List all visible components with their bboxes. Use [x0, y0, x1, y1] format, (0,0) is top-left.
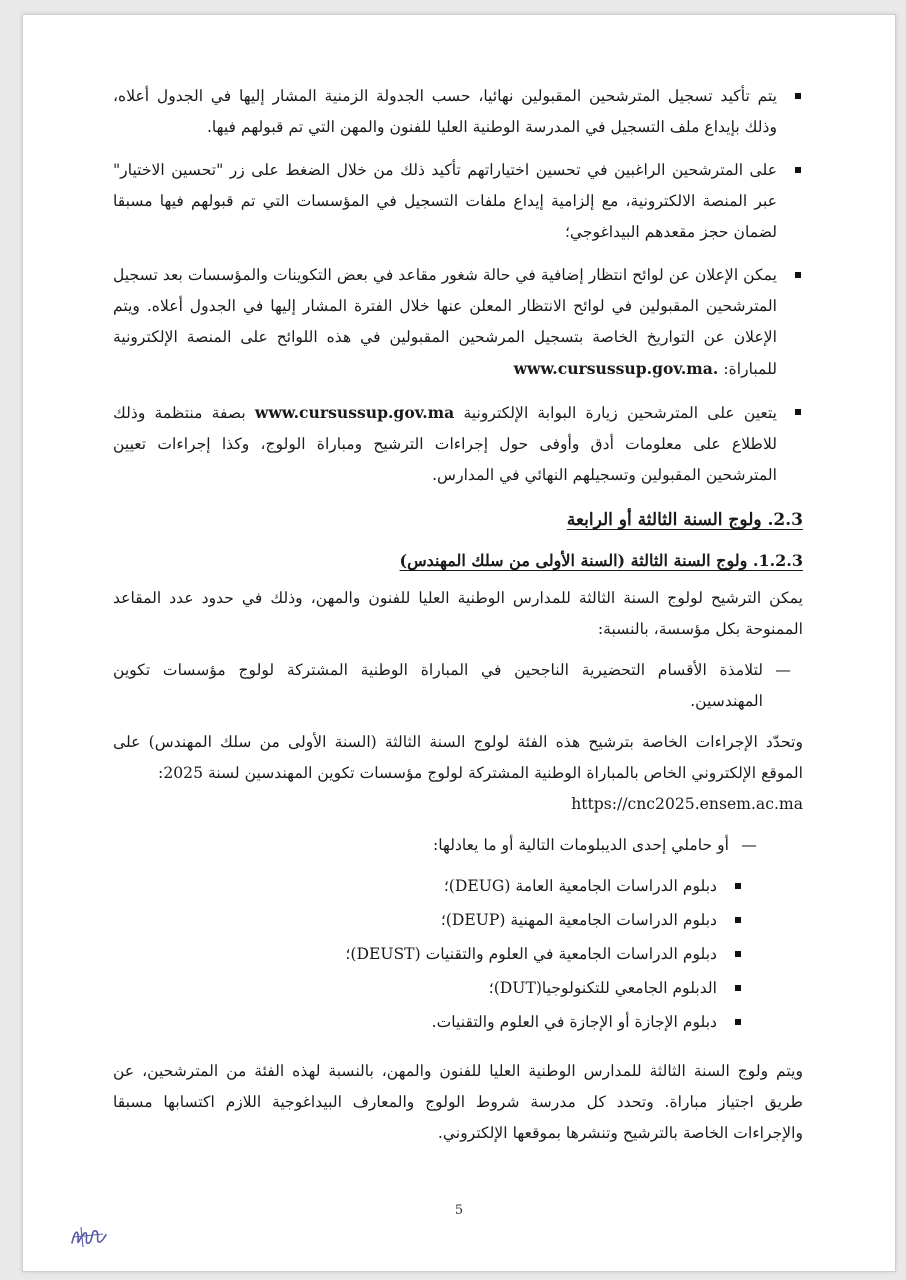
paragraph: ويتم ولوج السنة الثالثة للمدارس الوطنية العليا للفنون والمهن، بالنسبة لهذه الفئة من المترشحين، عن طريق اجتياز مباراة. وتحدد كل مدرسة شروط الولوج والمعارف البيداغوجية اللازم اكتسابها مسبقا والإجراءات الخاصة بالترشيح وتنشرها بموقعها الإلكتروني. — [113, 1062, 803, 1142]
dash-item — [113, 830, 769, 861]
diploma-text: دبلوم الإجازة أو الإجازة في العلوم والتقنيات. — [431, 1013, 717, 1031]
dash-marker: — — [741, 836, 757, 854]
list-item — [113, 1007, 743, 1038]
portal-link[interactable]: www.cursussup.gov.ma. — [513, 359, 719, 378]
document-page — [22, 14, 896, 1272]
diploma-text: الدبلوم الجامعي للتكنولوجيا(DUT)؛ — [488, 979, 717, 997]
paragraph: يمكن الترشيح لولوج السنة الثالثة للمدارس الوطنية العليا للفنون والمهن، وذلك في حدود عدد المقاعد الممنوحة بكل مؤسسة، بالنسبة: — [113, 589, 803, 638]
square-bullet-icon — [795, 272, 801, 278]
paragraph-text: وتحدّد الإجراءات الخاصة بترشيح هذه الفئة لولوج السنة الثالثة (السنة الأولى من سلك المهندس) على الموقع الإلكتروني الخاص بالمباراة الوطنية المشتركة لولوج مؤسسات تكوين المهندسين لسنة 2025: — [113, 733, 803, 782]
page-content — [113, 81, 803, 1159]
list-item — [113, 905, 743, 936]
square-bullet-icon — [735, 951, 741, 957]
list-item — [113, 973, 743, 1004]
square-bullet-icon — [735, 1019, 741, 1025]
paragraph — [113, 727, 803, 820]
bullet-text: على المترشحين الراغبين في تحسين اختياراتهم تأكيد ذلك من خلال الضغط على زر "تحسين الاختيار" عبر المنصة الالكترونية، مع إلزامية إيداع ملفات التسجيل في المؤسسات التي تم قبولهم فيها مسبقا لضمان حجز مقعدهم البيداغوجي؛ — [113, 161, 777, 241]
diploma-text: دبلوم الدراسات الجامعية العامة (DEUG)؛ — [443, 877, 717, 895]
list-item — [113, 939, 743, 970]
section-heading-2-3: 2.3. ولوج السنة الثالثة أو الرابعة — [566, 510, 803, 530]
list-item — [113, 81, 803, 143]
bullet-text: يتعين على المترشحين زيارة البوابة الإلكترونية — [463, 404, 777, 422]
bullet-list — [113, 81, 803, 491]
cnc-link[interactable]: https://cnc2025.ensem.ac.ma — [571, 795, 803, 813]
diploma-text: دبلوم الدراسات الجامعية المهنية (DEUP)؛ — [440, 911, 717, 929]
list-item — [113, 397, 803, 491]
square-bullet-icon — [735, 985, 741, 991]
list-item — [113, 155, 803, 248]
bullet-text: يتم تأكيد تسجيل المترشحين المقبولين نهائيا، حسب الجدولة الزمنية المشار إليها في الجدول أعلاه، وذلك بإيداع ملف التسجيل في المدرسة الوطنية العليا للفنون والمهن التي تم قبولهم فيها. — [113, 87, 777, 136]
portal-link[interactable]: www.cursussup.gov.ma — [254, 403, 455, 422]
list-item — [113, 871, 743, 902]
bullet-text: بصفة منتظمة وذلك للاطلاع على معلومات أدق وأوفى حول إجراءات الترشيح ومباراة الولوج، وكذا إجراءات تعيين المترشحين المقبولين وتسجيلهم النهائي في المدارس. — [113, 404, 777, 484]
square-bullet-icon — [795, 167, 801, 173]
square-bullet-icon — [795, 409, 801, 415]
square-bullet-icon — [735, 883, 741, 889]
list-item — [113, 260, 803, 385]
dash-text: أو حاملي إحدى الديبلومات التالية أو ما يعادلها: — [433, 836, 729, 854]
bullet-text: يمكن الإعلان عن لوائح انتظار إضافية في حالة شغور مقاعد في بعض التكوينات والمؤسسات بعد تسجيل المترشحين المقبولين في لوائح الانتظار المعلن عنها خلال الفترة المشار إليها في الجدول أعلاه. ويتم الإعلان عن التواريخ الخاصة بتسجيل المرشحين المقبولين في هذه اللوائح على المنصة الإلكترونية للمباراة: — [113, 266, 777, 378]
subsection-heading-1-2-3: 1.2.3. ولوج السنة الثالثة (السنة الأولى من سلك المهندس) — [399, 551, 803, 570]
page-number: 5 — [454, 1203, 464, 1218]
signature-icon — [69, 1223, 109, 1251]
dash-item — [113, 655, 803, 717]
diploma-text: دبلوم الدراسات الجامعية في العلوم والتقنيات (DEUST)؛ — [345, 945, 717, 963]
diploma-list — [113, 871, 743, 1038]
square-bullet-icon — [795, 93, 801, 99]
square-bullet-icon — [735, 917, 741, 923]
dash-text: لتلامذة الأقسام التحضيرية الناجحين في المباراة الوطنية المشتركة لولوج مؤسسات تكوين المهندسين. — [113, 661, 763, 710]
dash-marker: — — [775, 661, 791, 679]
